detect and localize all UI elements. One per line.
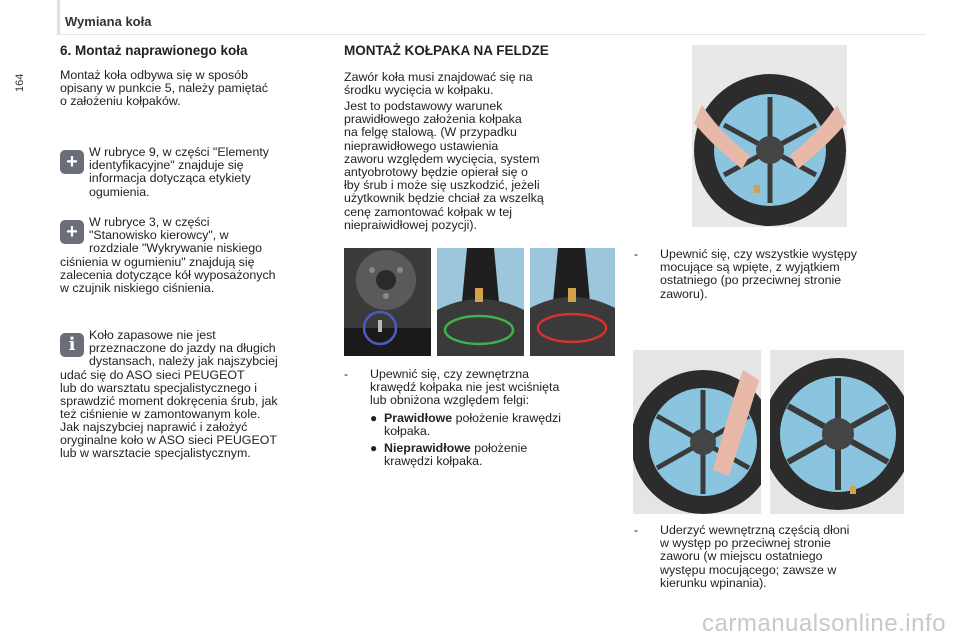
dash-marker: -: [344, 367, 349, 381]
plus-icon: +: [60, 150, 84, 174]
section-heading-hubcap: MONTAŻ KOŁPAKA NA FELDZE: [344, 43, 549, 58]
bullet-text: krawędzi kołpaka.: [384, 454, 483, 469]
bullet-text: położenie krawędzi: [452, 410, 561, 425]
note-line: też ciśnienie w zamontowanym kole.: [60, 407, 261, 422]
bullet-bold: Nieprawidłowe: [384, 441, 471, 456]
step-line: lub obniżona względem felgi:: [370, 393, 530, 408]
dash-marker: -: [634, 523, 639, 537]
intro-paragraph: [60, 69, 330, 109]
intro-line: opisany w punkcie 5, należy pamiętać: [60, 81, 269, 96]
para-line: prawidłowego założenia kołpaka: [344, 112, 522, 127]
plus-icon: +: [60, 220, 84, 244]
step-line: mocujące są wpięte, z wyjątkiem: [660, 260, 840, 275]
bullet-dot: ●: [370, 441, 378, 456]
step-line: występu mocującego; zawsze w: [660, 562, 837, 577]
section-header: Wymiana koła: [65, 14, 152, 29]
note-line: informacja dotycząca etykiety: [89, 171, 251, 186]
note-line: lub do warsztatu specjalistycznego i: [60, 380, 257, 395]
bullet-bold: Prawidłowe: [384, 410, 453, 425]
watermark: carmanualsonline.info: [702, 610, 946, 637]
check-clips-step: [634, 248, 904, 301]
intro-line: Montaż koła odbywa się w sposób: [60, 68, 249, 82]
page-number-wrap: [14, 62, 34, 102]
intro-line: o założeniu kołpaków.: [60, 94, 181, 109]
closing-line: Jak najszybciej naprawić i założyć: [60, 420, 248, 434]
page-number: 164: [14, 73, 26, 92]
section-heading-mount-wheel: 6. Montaż naprawionego koła: [60, 43, 248, 58]
para-line: niepraiwidłowej pozycji).: [344, 217, 477, 232]
bullet-incorrect: [344, 442, 614, 468]
note-line: identyfikacyjne" znajduje się: [89, 158, 244, 173]
hubcap-incorrect-photo: [530, 248, 615, 356]
para-line: nieprawidłowego ustawienia: [344, 138, 499, 153]
step-line: krawędź kołpaka nie jest wciśnięta: [370, 380, 560, 395]
para-line: na felgę stalową. (W przypadku: [344, 125, 517, 140]
note-line: W rubryce 9, w części "Elementy: [89, 145, 269, 159]
step-line: ostatniego (po przeciwnej stronie: [660, 273, 842, 288]
hubcap-correct-photo: [437, 248, 524, 356]
bullet-dot: ●: [370, 410, 378, 425]
hand-strike-photo: [633, 350, 761, 514]
step-line: Upewnić się, czy wszystkie występy: [660, 247, 857, 261]
step-line: Uderzyć wewnętrzną częścią dłoni: [660, 523, 850, 537]
para-line: środku wycięcia w kołpaku.: [344, 83, 494, 98]
condition-paragraph: [344, 100, 614, 232]
note-tyre-label: [60, 146, 335, 199]
note-line: udać się do ASO sieci PEUGEOT: [60, 367, 245, 382]
step-line: kierunku wpinania).: [660, 575, 767, 590]
para-line: cenę zamontować kołpak w tej: [344, 204, 513, 219]
closing-line: oryginalne koło w ASO sieci PEUGEOT: [60, 433, 277, 448]
note-line: przeznaczone do jazdy na długich: [89, 341, 276, 356]
bullet-text: kołpaka.: [384, 423, 431, 438]
para-line: Zawór koła musi znajdować się na: [344, 70, 533, 84]
closing-paragraph: [60, 421, 330, 461]
note-spare-wheel: [60, 329, 335, 421]
note-line: rozdziale "Wykrywanie niskiego: [89, 241, 263, 256]
note-line: Koło zapasowe nie jest: [89, 328, 216, 342]
para-line: zaworu względem wycięcia, system: [344, 151, 540, 166]
steel-rim-photo: [344, 248, 431, 356]
note-line: "Stanowisko kierowcy", w: [89, 228, 229, 243]
note-pressure-detection: [60, 216, 335, 295]
bullet-correct: [344, 412, 614, 438]
note-line: zalecenia dotyczące kół wyposażonych: [60, 267, 276, 282]
note-line: w czujnik niskiego ciśnienia.: [60, 281, 215, 296]
para-line: Jest to podstawowy warunek: [344, 99, 503, 113]
closing-line: lub w warsztacie specjalistycznym.: [60, 446, 251, 461]
note-line: ciśnienia w ogumieniu" znajdują się: [60, 254, 255, 269]
note-line: sprawdzić moment dokręcenia śrub, jak: [60, 394, 278, 409]
step-line: zaworu (w miejscu ostatniego: [660, 549, 823, 564]
strike-step: [634, 524, 904, 590]
bullet-text: położenie: [470, 441, 528, 456]
fitted-hubcap-photo: [770, 350, 904, 514]
note-line: dystansach, należy jak najszybciej: [89, 354, 278, 369]
dash-marker: -: [634, 247, 639, 261]
step-line: Upewnić się, czy zewnętrzna: [370, 367, 530, 381]
valve-paragraph: [344, 71, 614, 97]
para-line: antyobrotowy będzie opierał się o: [344, 165, 528, 180]
note-line: W rubryce 3, w części: [89, 215, 210, 229]
para-line: użytkownik będzie chciał za wszelką: [344, 191, 544, 206]
header-rule: [56, 34, 926, 35]
step-line: w występ po przeciwnej stronie: [660, 536, 831, 551]
para-line: łby śrub i może się uszkodzić, jeżeli: [344, 178, 540, 193]
info-icon: i: [60, 333, 84, 357]
hubcap-fitting-hands-photo: [692, 45, 847, 227]
note-line: ogumienia.: [89, 184, 150, 199]
step-line: zaworu).: [660, 286, 708, 301]
check-edge-step: [344, 368, 614, 468]
header-accent-bar: [57, 0, 60, 34]
